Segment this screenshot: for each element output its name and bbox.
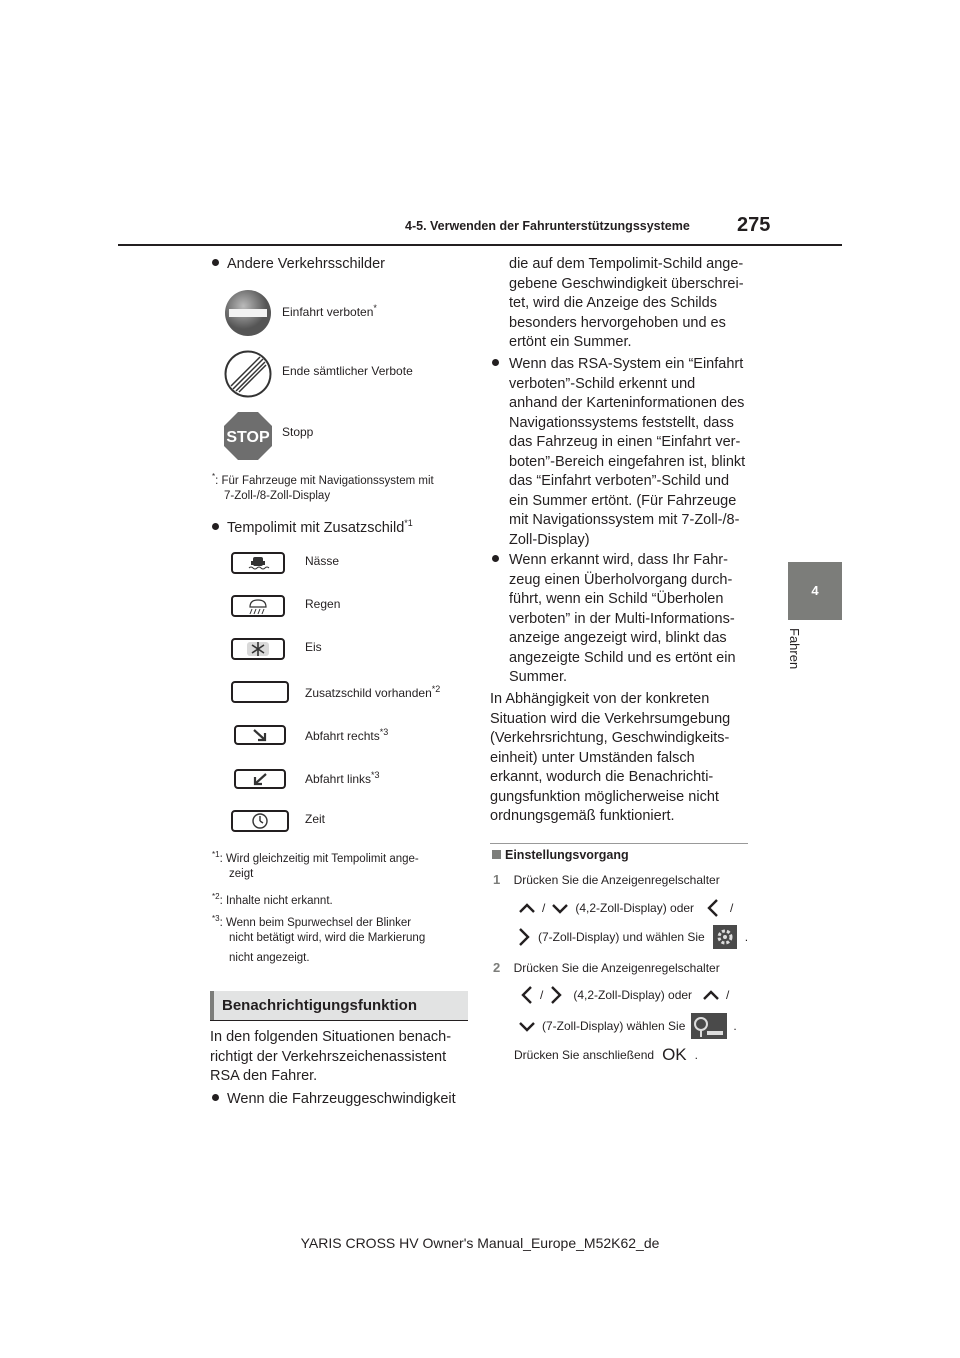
note-paragraph: In Abhängigkeit von der konkreten Situation wird die Verkehrsumgebung (Verkehrsrichtung, Geschwindigkeits- einheit) unter Umständen falsch erkannt, wodurch die Benachrichti- gungsfunktion möglicherweise nicht ordnungsgemäß funktioniert. (490, 691, 731, 824)
bullet-dot (212, 1094, 219, 1101)
footnote-1-cont: zeigt (229, 868, 254, 880)
step-1-line-3: (7-Zoll-Display) und wählen Sie . (518, 925, 748, 949)
footnote-3-cont1: nicht betätigt wird, wird die Markierung (229, 932, 426, 944)
sign-label-no-entry: Einfahrt verboten* (282, 303, 377, 319)
footnote-2: $^{*2}$: Inhalte nicht erkannt. (212, 892, 333, 907)
step-2-line-2: / (4,2-Zoll-Display) oder / (520, 985, 729, 1005)
plate-label-ice: Eis (305, 640, 322, 654)
plate-label-time: Zeit (305, 812, 326, 826)
section-title: Benachrichtigungsfunktion (210, 991, 468, 1020)
footnote-3: $^{*3}$: Wenn beim Spurwechsel der Blinker (212, 914, 412, 929)
step-1: 1 Drücken Sie die Anzeigenregelschalter (493, 872, 720, 887)
section-rule (210, 1020, 468, 1021)
footnote-nav-cont: 7-Zoll-/8-Zoll-Display (224, 490, 331, 502)
plate-label-wet: Nässe (305, 554, 340, 568)
chevron-left-icon (520, 985, 534, 1005)
bullet-dot (212, 523, 219, 530)
bullet-no-entry: Wenn das RSA-System ein “Einfahrt verboten”-Schild erkennt und anhand der Karteninformationen des Navigationssystems feststellt, dass das Fahrzeug in einen “Einfahrt ver- boten”-Bereich eingefahren ist, blinkt das “Einfahrt verboten”-Schild und ein Summer ertönt. (Für Fahrzeuge mit Navigationssystem mit 7-Zoll-/8- Zoll-Display) (492, 355, 745, 550)
chevron-up-icon (702, 989, 720, 1001)
plate-label-additional: Zusatzschild vorhanden$^{*2}$ (305, 684, 441, 700)
plate-label-exit-right: Abfahrt rechts$^{*3}$ (305, 727, 389, 743)
footnote-1: $^{*1}$: Wird gleichzeitig mit Tempolimit ange- (212, 850, 419, 865)
step-2-line-3: (7-Zoll-Display) wählen Sie . (518, 1013, 737, 1039)
chevron-up-icon (518, 902, 536, 914)
bullet-speed: Wenn die Fahrzeuggeschwindigkeit (212, 1090, 456, 1110)
sign-label-stop: Stopp (282, 425, 314, 439)
exit-left-plate-icon (234, 769, 286, 789)
plate-label-exit-left: Abfahrt links$^{*3}$ (305, 770, 380, 786)
additional-plate-icon (231, 681, 289, 703)
bullet-speed-limit: Tempolimit mit Zusatzschild$^{*1}$ (212, 514, 413, 538)
chevron-down-icon (518, 1020, 536, 1032)
sign-label-end-restrictions: Ende sämtlicher Verbote (282, 364, 413, 378)
svg-text:STOP: STOP (226, 429, 270, 446)
bullet-text: Andere Verkehrsschilder (227, 256, 385, 272)
stop-sign-icon (223, 411, 273, 461)
header-rule (118, 244, 842, 246)
speed-continuation: die auf dem Tempolimit-Schild ange- gebene Geschwindigkeit überschrei- tet, wird die Anzeige des Schilds besonders hervorgehoben und es ertönt ein Summer. (509, 256, 744, 350)
footnote-nav: *: Für Fahrzeuge mit Navigationssystem mit (212, 472, 434, 487)
ice-plate-icon (231, 638, 285, 660)
end-of-restrictions-sign-icon (224, 350, 272, 398)
bullet-overtaking: Wenn erkannt wird, dass Ihr Fahr- zeug einen Überholvorgang durch- führt, wenn ein Schild “Überholen verboten” in der Multi-Informations- anzeige angezeigt wird, blinkt das angezeigte Schild und es ertönt ein Summer. (492, 551, 736, 688)
chapter-label: Fahren (787, 628, 802, 670)
footer: YARIS CROSS HV Owner's Manual_Europe_M52K62_de (300, 1235, 660, 1251)
no-entry-sign-icon (224, 289, 272, 337)
gear-icon (713, 925, 737, 949)
page-number: 275 (737, 214, 771, 236)
ok-button-icon: OK (662, 1045, 687, 1064)
rain-plate-icon (231, 595, 285, 617)
chevron-right-icon (518, 927, 530, 947)
footnote-3-cont2: nicht angezeigt. (229, 952, 310, 964)
bullet-dot (212, 259, 219, 266)
intro-paragraph: In den folgenden Situationen benach- richtigt der Verkehrszeichenassistent RSA den Fahrer. (210, 1029, 452, 1084)
plate-label-rain: Regen (305, 597, 341, 611)
step-1-line-2: / (4,2-Zoll-Display) oder / (518, 898, 733, 918)
chevron-right-icon (549, 985, 563, 1005)
exit-right-plate-icon (234, 725, 286, 745)
step-2-line-4: Drücken Sie anschließend OK . (514, 1045, 698, 1064)
wet-plate-icon (231, 552, 285, 574)
time-plate-icon (231, 810, 289, 832)
chapter-tab: 4 (788, 562, 842, 620)
traffic-sign-assist-icon (691, 1013, 727, 1039)
bullet-other-signs (212, 255, 385, 275)
square-bullet-icon (492, 850, 501, 859)
settings-rule (490, 843, 748, 844)
step-2: 2 Drücken Sie die Anzeigenregelschalter (493, 960, 720, 975)
bullet-dot (492, 359, 499, 366)
bullet-dot (492, 555, 499, 562)
settings-title: Einstellungsvorgang (492, 848, 629, 862)
section-header: 4-5. Verwenden der Fahrunterstützungssysteme (405, 219, 690, 233)
chevron-down-icon (551, 902, 569, 914)
chevron-left-icon (706, 898, 720, 918)
